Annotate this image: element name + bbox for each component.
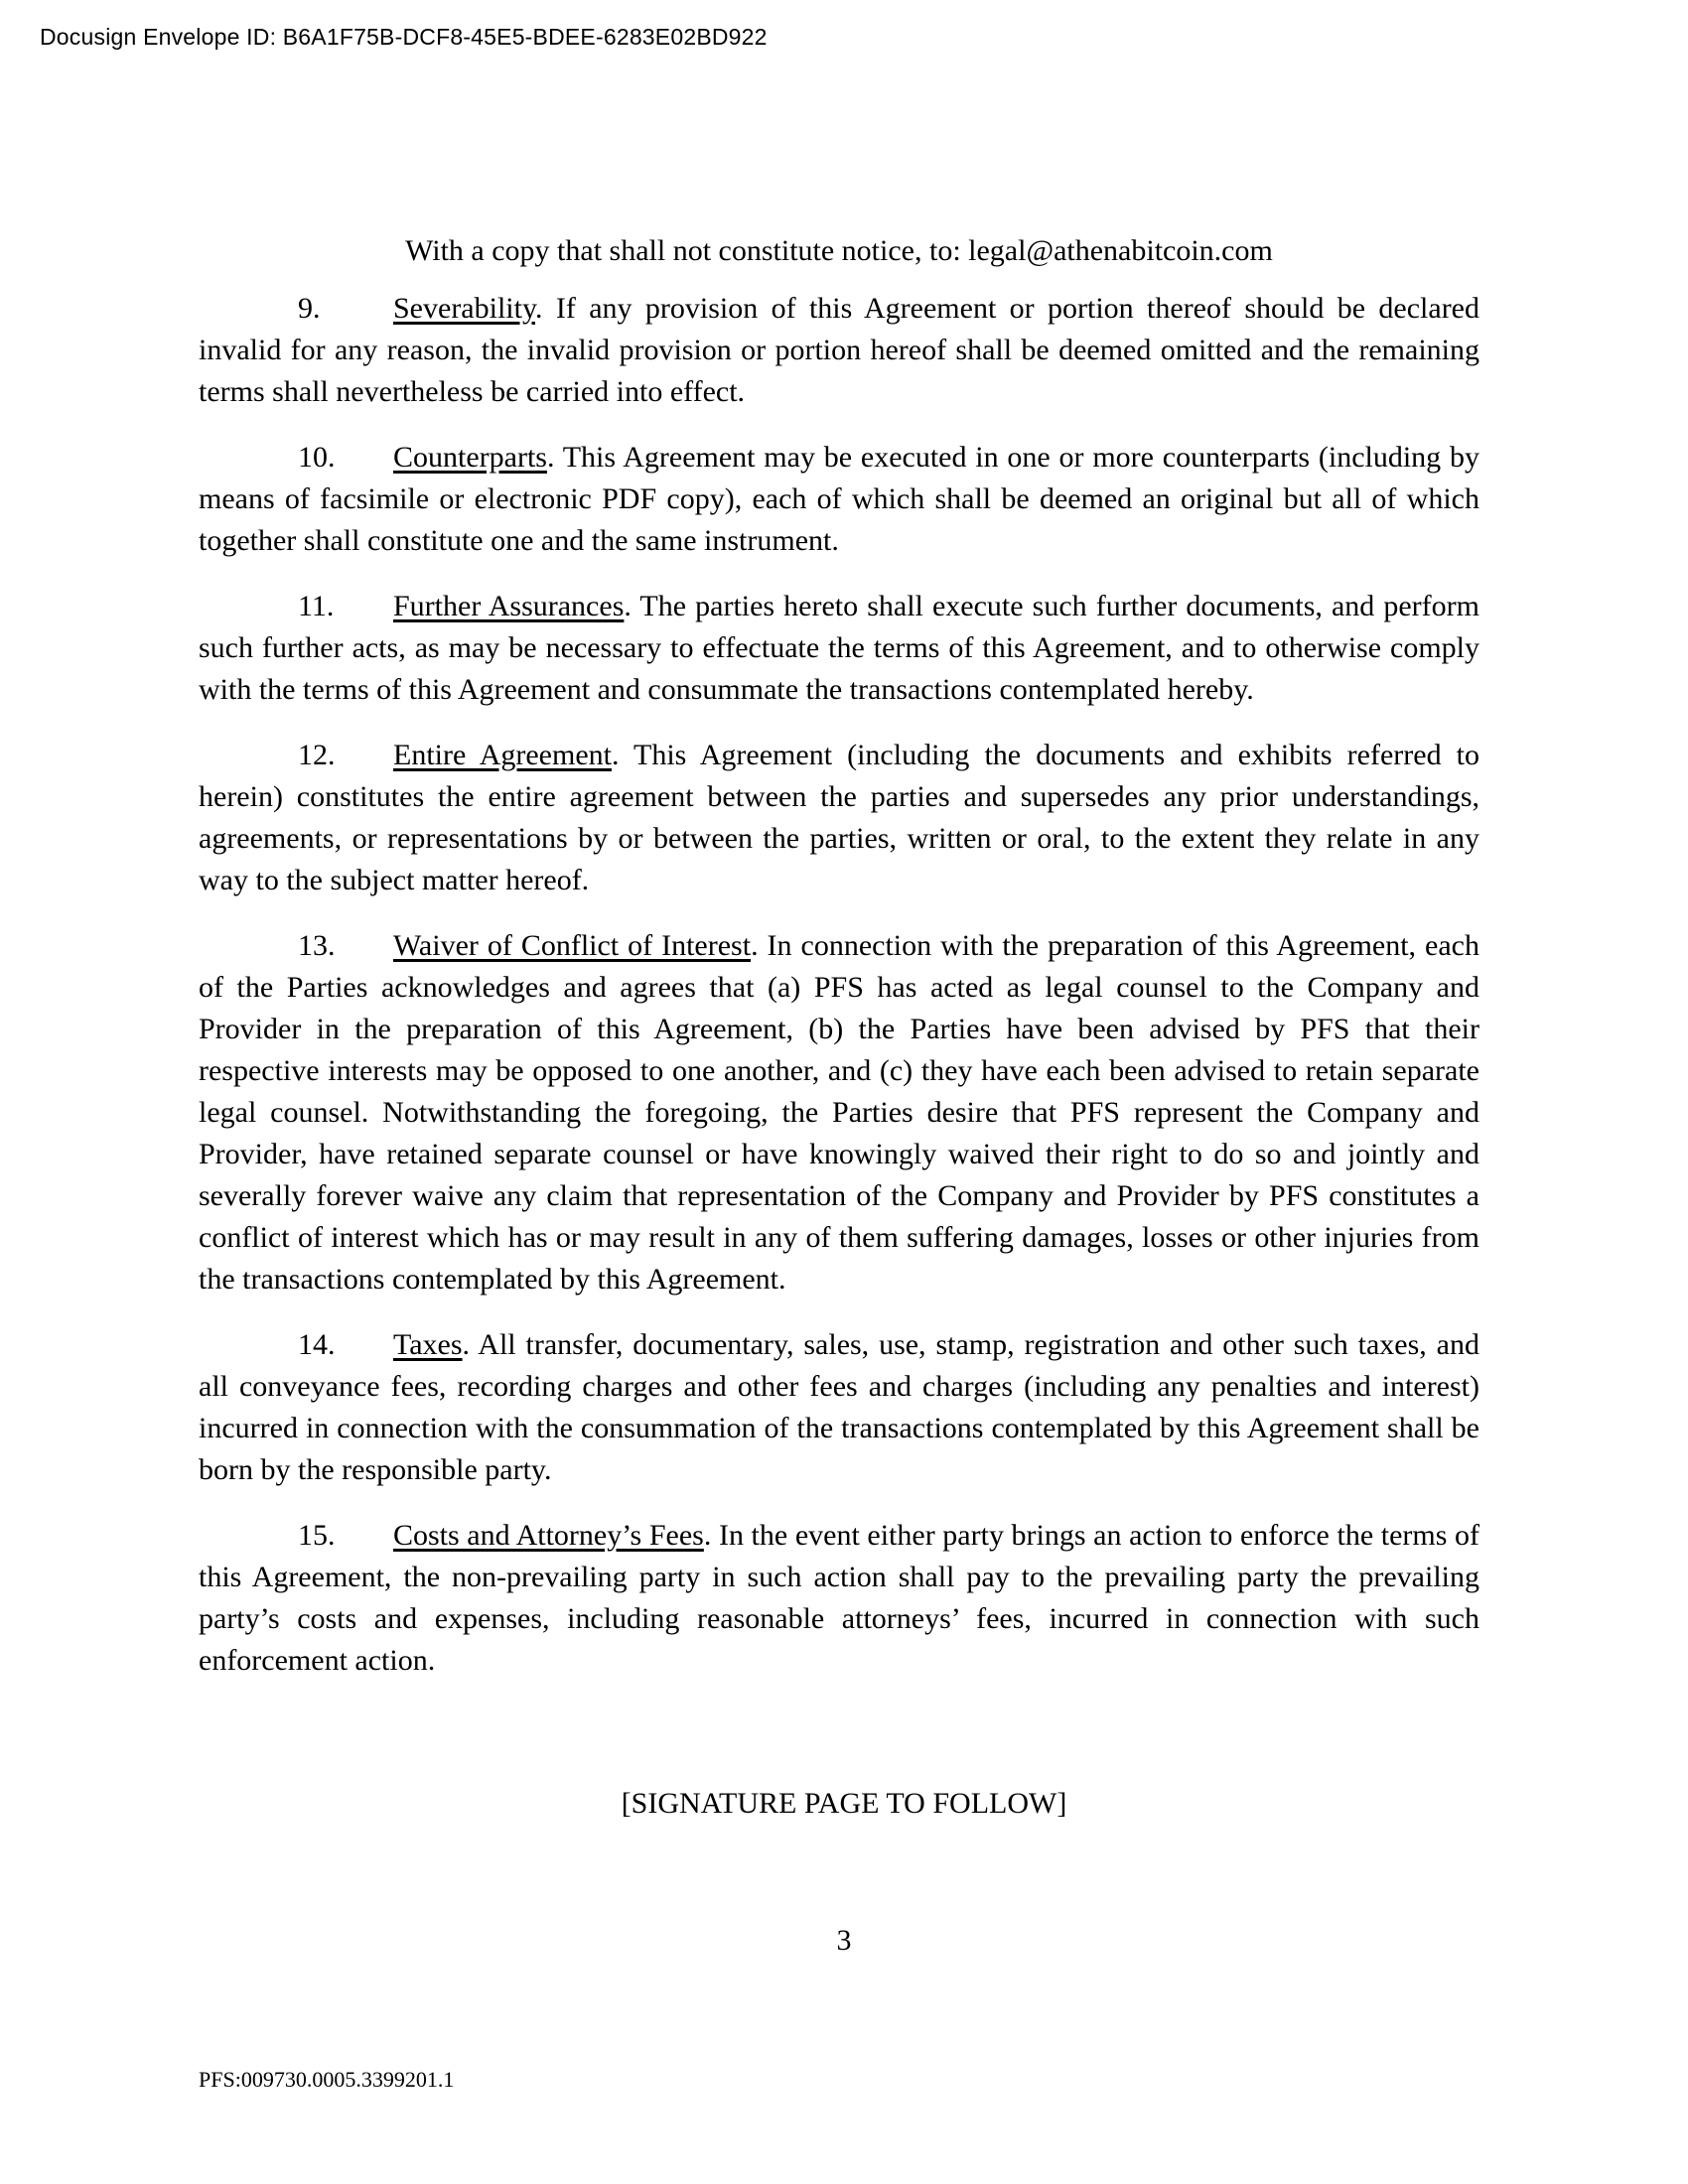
paragraph-number: 15. (298, 1519, 336, 1552)
paragraph-body: . The parties hereto shall execute such further documents, and perform such further acts, as may be necessary to effectuate the terms of this Agreement, and to otherwise comply with the terms of this Agreement and consummate the transactions contemplated hereby. (199, 590, 1479, 706)
paragraph-taxes (199, 1324, 1479, 1491)
paragraph-body: . All transfer, documentary, sales, use, stamp, registration and other such taxes, and all conveyance fees, recording charges and other fees and charges (including any penalties and interest) incurred in connection with the consummation of the transactions contemplated by this Agreement shall be born by the responsible party. (199, 1328, 1479, 1486)
paragraph-body: . This Agreement may be executed in one or more counterparts (including by means of facsimile or electronic PDF copy), each of which shall be deemed an original but all of which together shall constitute one and the same instrument. (199, 441, 1479, 557)
docusign-envelope-id: Docusign Envelope ID: B6A1F75B-DCF8-45E5-BDEE-6283E02BD922 (40, 24, 768, 50)
paragraph-heading: Severability (393, 292, 536, 325)
page-number: 3 (836, 1924, 852, 1957)
paragraph-heading: Counterparts (393, 441, 547, 474)
paragraph-number: 13. (298, 929, 336, 962)
paragraph-body: . In the event either party brings an action to enforce the terms of this Agreement, the non-prevailing party in such action shall pay to the prevailing party the prevailing party’s costs and expenses, including reasonable attorneys’ fees, incurred in connection with such enforcement action. (199, 1519, 1479, 1677)
paragraph-severability (199, 288, 1479, 413)
paragraph-costs-attorneys-fees (199, 1515, 1479, 1682)
paragraph-heading: Waiver of Conflict of Interest (393, 929, 752, 962)
paragraph-body: . In connection with the preparation of this Agreement, each of the Parties acknowledges and agrees that (a) PFS has acted as legal counsel to the Company and Provider in the preparation of this Agreement, (b) the Parties have been advised by PFS that their respective interests may be opposed to one another, and (c) they have each been advised to retain separate legal counsel. Notwithstanding the foregoing, the Parties desire that PFS represent the Company and Provider, have retained separate counsel or have knowingly waived their right to do so and jointly and severally forever waive any claim that representation of the Company and Provider by PFS constitutes a conflict of interest which has or may result in any of them suffering damages, losses or other injuries from the transactions contemplated by this Agreement. (199, 929, 1479, 1296)
paragraph-number: 11. (298, 590, 335, 622)
paragraph-heading: Further Assurances (393, 590, 625, 622)
paragraph-entire-agreement (199, 735, 1479, 901)
paragraph-number: 10. (298, 441, 336, 474)
paragraph-further-assurances (199, 586, 1479, 711)
paragraph-number: 9. (298, 292, 321, 325)
paragraph-number: 12. (298, 739, 336, 771)
paragraph-counterparts (199, 437, 1479, 562)
notice-copy-line: With a copy that shall not constitute notice, to: legal@athenabitcoin.com (405, 234, 1273, 267)
document-body (199, 230, 1479, 1706)
paragraph-body: . If any provision of this Agreement or portion thereof should be declared invalid for any reason, the invalid provision or portion hereof shall be deemed omitted and the remaining terms shall nevertheless be carried into effect. (199, 292, 1479, 408)
paragraph-waiver-of-conflict (199, 925, 1479, 1300)
paragraph-body: . This Agreement (including the documents and exhibits referred to herein) constitutes the entire agreement between the parties and supersedes any prior understandings, agreements, or representations by or between the parties, written or oral, to the extent they relate in any way to the subject matter hereof. (199, 739, 1479, 896)
paragraph-number: 14. (298, 1328, 336, 1361)
document-reference-footer: PFS:009730.0005.3399201.1 (199, 2067, 455, 2092)
signature-page-note: [SIGNATURE PAGE TO FOLLOW] (621, 1787, 1067, 1820)
paragraph-heading: Taxes (393, 1328, 463, 1361)
paragraph-heading: Entire Agreement (393, 739, 612, 771)
paragraph-heading: Costs and Attorney’s Fees (393, 1519, 704, 1552)
